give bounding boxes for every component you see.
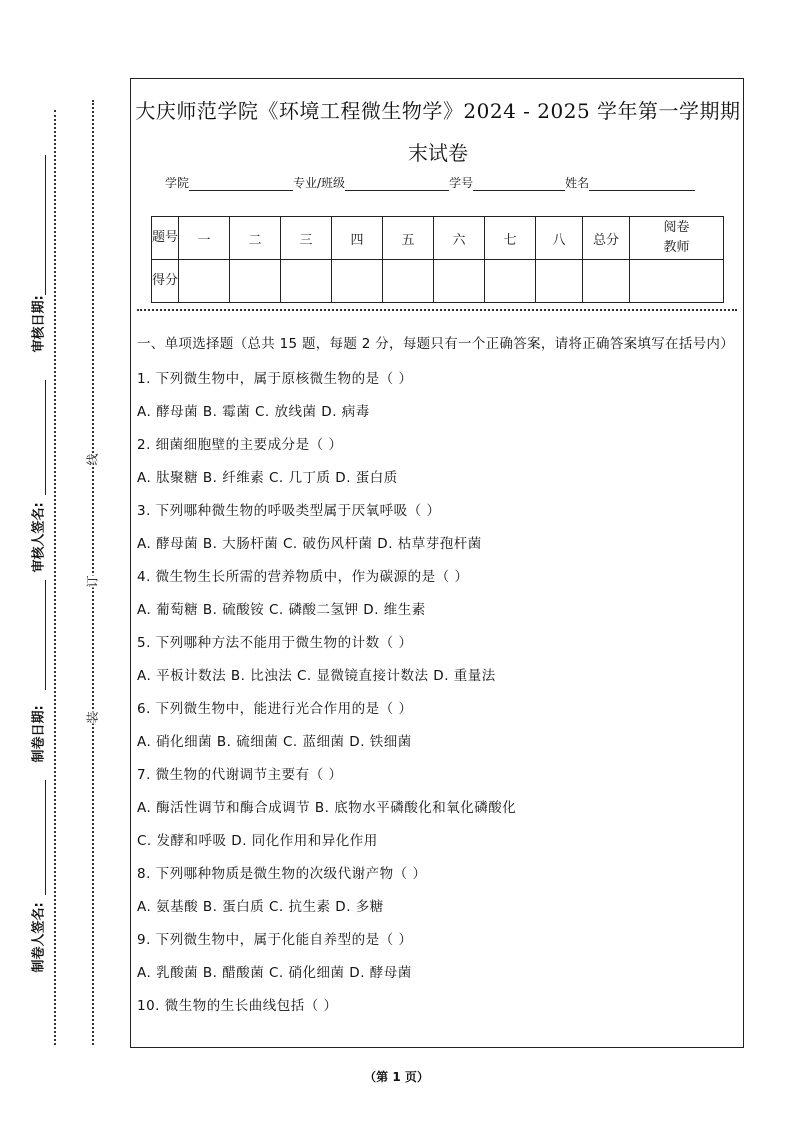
options-line: A. 肽聚糖 B. 纤维素 C. 几丁质 D. 蛋白质 [137,470,398,486]
score-label-cell: 得分 [152,260,179,303]
student-id-label: 学号 [449,176,474,190]
questions-area [137,333,741,1023]
college-field[interactable] [189,178,293,191]
section-divider [137,309,737,311]
major-field[interactable] [345,178,449,191]
reviewer-sign-label: 审核人签名: [31,502,47,573]
exam-title-line2: 末试卷 [408,141,468,165]
col-7: 七 [485,217,536,260]
binding-line-char: 线 [81,453,104,465]
options-line: A. 氨基酸 B. 蛋白质 C. 抗生素 D. 多糖 [137,899,384,915]
question-line: 4. 微生物生长所需的营养物质中，作为碳源的是（ ） [137,569,469,585]
review-date-label: 审核日期: [31,295,47,353]
question-line: 6. 下列微生物中，能进行光合作用的是（ ） [137,701,413,717]
college-label: 学院 [165,176,190,190]
options-line: A. 酵母菌 B. 霉菌 C. 放线菌 D. 病毒 [137,404,370,420]
header-label-cell: 题号 [152,217,179,260]
options-line: A. 硝化细菌 B. 硫细菌 C. 蓝细菌 D. 铁细菌 [137,734,412,750]
col-5: 五 [383,217,434,260]
question-line: 1. 下列微生物中，属于原核微生物的是（ ） [137,371,413,387]
name-field[interactable] [589,178,695,191]
question-line: 5. 下列哪种方法不能用于微生物的计数（ ） [137,635,413,651]
col-4: 四 [332,217,383,260]
question-line: 7. 微生物的代谢调节主要有（ ） [137,767,343,783]
score-cell-grader[interactable] [630,260,724,303]
score-cell-total[interactable] [583,260,630,303]
review-date-line [45,155,46,295]
maker-sign-label: 制卷人签名: [31,902,47,973]
score-cell-8[interactable] [536,260,583,303]
question-line: 3. 下列哪种微生物的呼吸类型属于厌氧呼吸（ ） [137,503,441,519]
student-info-row [165,174,695,191]
binding-bind-char: 装 [81,711,104,723]
question-line: 8. 下列哪种物质是微生物的次级代谢产物（ ） [137,866,427,882]
section-title: 一、单项选择题（总共 15 题，每题 2 分，每题只有一个正确答案，请将正确答案填写在括号内） [137,336,735,352]
binding-dotted-line-inner [92,100,94,1045]
score-cell-5[interactable] [383,260,434,303]
make-date-line [45,580,46,690]
options-line: A. 葡萄糖 B. 硫酸铵 C. 磷酸二氢钾 D. 维生素 [137,602,426,618]
binding-order-char: 订 [81,575,104,587]
col-1: 一 [179,217,230,260]
make-date-label: 制卷日期: [31,705,47,763]
col-2: 二 [230,217,281,260]
score-cell-1[interactable] [179,260,230,303]
options-line: C. 发酵和呼吸 D. 同化作用和异化作用 [137,833,378,849]
col-grader: 阅卷教师 [630,217,724,260]
exam-title: 大庆师范学院《环境工程微生物学》2024 - 2025 学年第一学期期 [135,99,741,123]
maker-sign-line [45,780,46,895]
score-cell-6[interactable] [434,260,485,303]
binding-dotted-line-outer [54,110,56,1045]
question-line: 2. 细菌细胞壁的主要成分是（ ） [137,437,343,453]
options-line: A. 乳酸菌 B. 醋酸菌 C. 硝化细菌 D. 酵母菌 [137,965,412,981]
score-cell-2[interactable] [230,260,281,303]
col-total: 总分 [583,217,630,260]
col-6: 六 [434,217,485,260]
question-line: 9. 下列微生物中，属于化能自养型的是（ ） [137,932,413,948]
student-id-field[interactable] [473,178,565,191]
col-8: 八 [536,217,583,260]
page-number: （第 1 页） [364,1070,429,1084]
score-cell-7[interactable] [485,260,536,303]
score-cell-4[interactable] [332,260,383,303]
major-label: 专业/班级 [293,176,346,190]
col-3: 三 [281,217,332,260]
score-cell-3[interactable] [281,260,332,303]
name-label: 姓名 [565,176,590,190]
exam-frame [130,78,744,1048]
reviewer-sign-line [45,380,46,495]
options-line: A. 平板计数法 B. 比浊法 C. 显微镜直接计数法 D. 重量法 [137,668,496,684]
options-line: A. 酵母菌 B. 大肠杆菌 C. 破伤风杆菌 D. 枯草芽孢杆菌 [137,536,482,552]
question-line: 10. 微生物的生长曲线包括（ ） [137,998,338,1014]
score-table [151,216,724,303]
options-line: A. 酶活性调节和酶合成调节 B. 底物水平磷酸化和氧化磷酸化 [137,800,517,816]
